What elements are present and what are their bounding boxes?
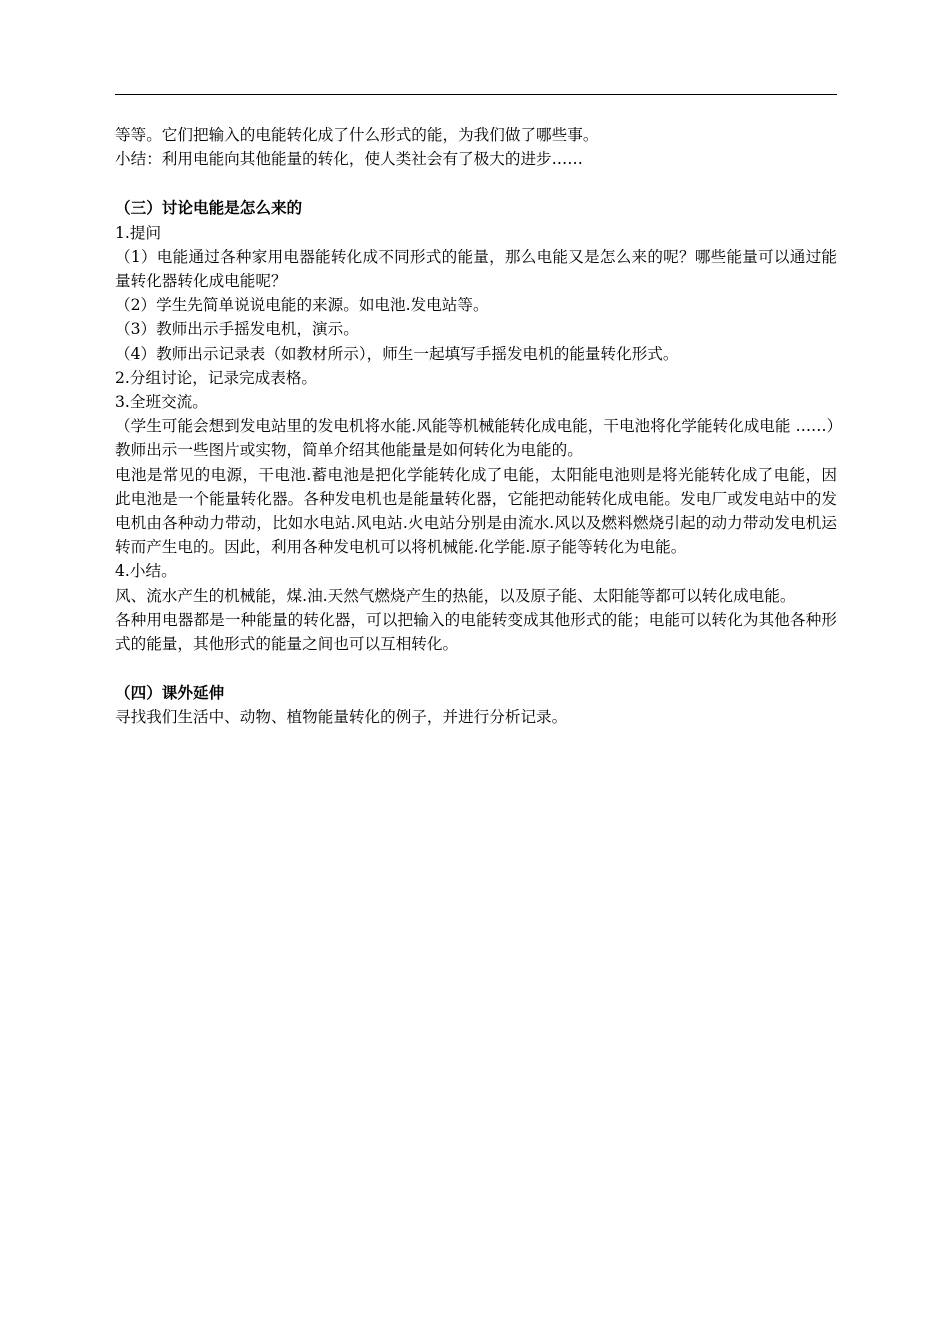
section-gap <box>115 171 837 196</box>
paragraph: 寻找我们生活中、动物、植物能量转化的例子，并进行分析记录。 <box>115 708 568 727</box>
section-heading-3: （三）讨论电能是怎么来的 <box>115 198 303 218</box>
paragraph: 风、流水产生的机械能，煤.油.天然气燃烧产生的热能，以及原子能、太阳能等都可以转化成电能。 <box>115 586 796 605</box>
paragraph: 4.小结。 <box>115 562 177 581</box>
header-rule <box>115 94 837 95</box>
paragraph: （1）电能通过各种家用电器能转化成不同形式的能量，那么电能又是怎么来的呢？哪些能量可以通过能量转化器转化成电能呢？ <box>115 247 838 291</box>
paragraph: 1.提问 <box>115 223 162 242</box>
paragraph: 各种用电器都是一种能量的转化器，可以把输入的电能转变成其他形式的能；电能可以转化为其他各种形式的能量，其他形式的能量之间也可以互相转化。 <box>115 610 837 654</box>
intro-summary: 小结：利用电能向其他能量的转化，使人类社会有了极大的进步…… <box>115 150 583 169</box>
paragraph: 3.全班交流。 <box>115 393 208 412</box>
paragraph: 电池是常见的电源，干电池.蓄电池是把化学能转化成了电能，太阳能电池则是将光能转化成了电能，因此电池是一个能量转化器。各种发电机也是能量转化器，它能把动能转化成电能。发电厂或发电站中的发电机由各种动力带动，比如水电站.风电站.火电站分别是由流水.风以及燃料燃烧引起的动力带动发电机运转而产生电的。因此，利用各种发电机可以将机械能.化学能.原子能等转化为电能。 <box>115 465 837 557</box>
paragraph: （2）学生先简单说说电能的来源。如电池.发电站等。 <box>115 296 489 315</box>
paragraph: （3）教师出示手摇发电机，演示。 <box>115 320 359 339</box>
section-heading-4: （四）课外延伸 <box>115 683 225 703</box>
section-gap <box>115 656 837 681</box>
paragraph: （学生可能会想到发电站里的发电机将水能.风能等机械能转化成电能，干电池将化学能转化成电能 ……） <box>115 417 843 436</box>
paragraph: 2.分组讨论，记录完成表格。 <box>115 368 318 387</box>
paragraph: （4）教师出示记录表（如教材所示），师生一起填写手摇发电机的能量转化形式。 <box>115 344 679 363</box>
paragraph: 教师出示一些图片或实物，简单介绍其他能量是如何转化为电能的。 <box>115 441 583 460</box>
document-page <box>115 94 843 730</box>
intro-line: 等等。它们把输入的电能转化成了什么形式的能，为我们做了哪些事。 <box>115 126 599 144</box>
